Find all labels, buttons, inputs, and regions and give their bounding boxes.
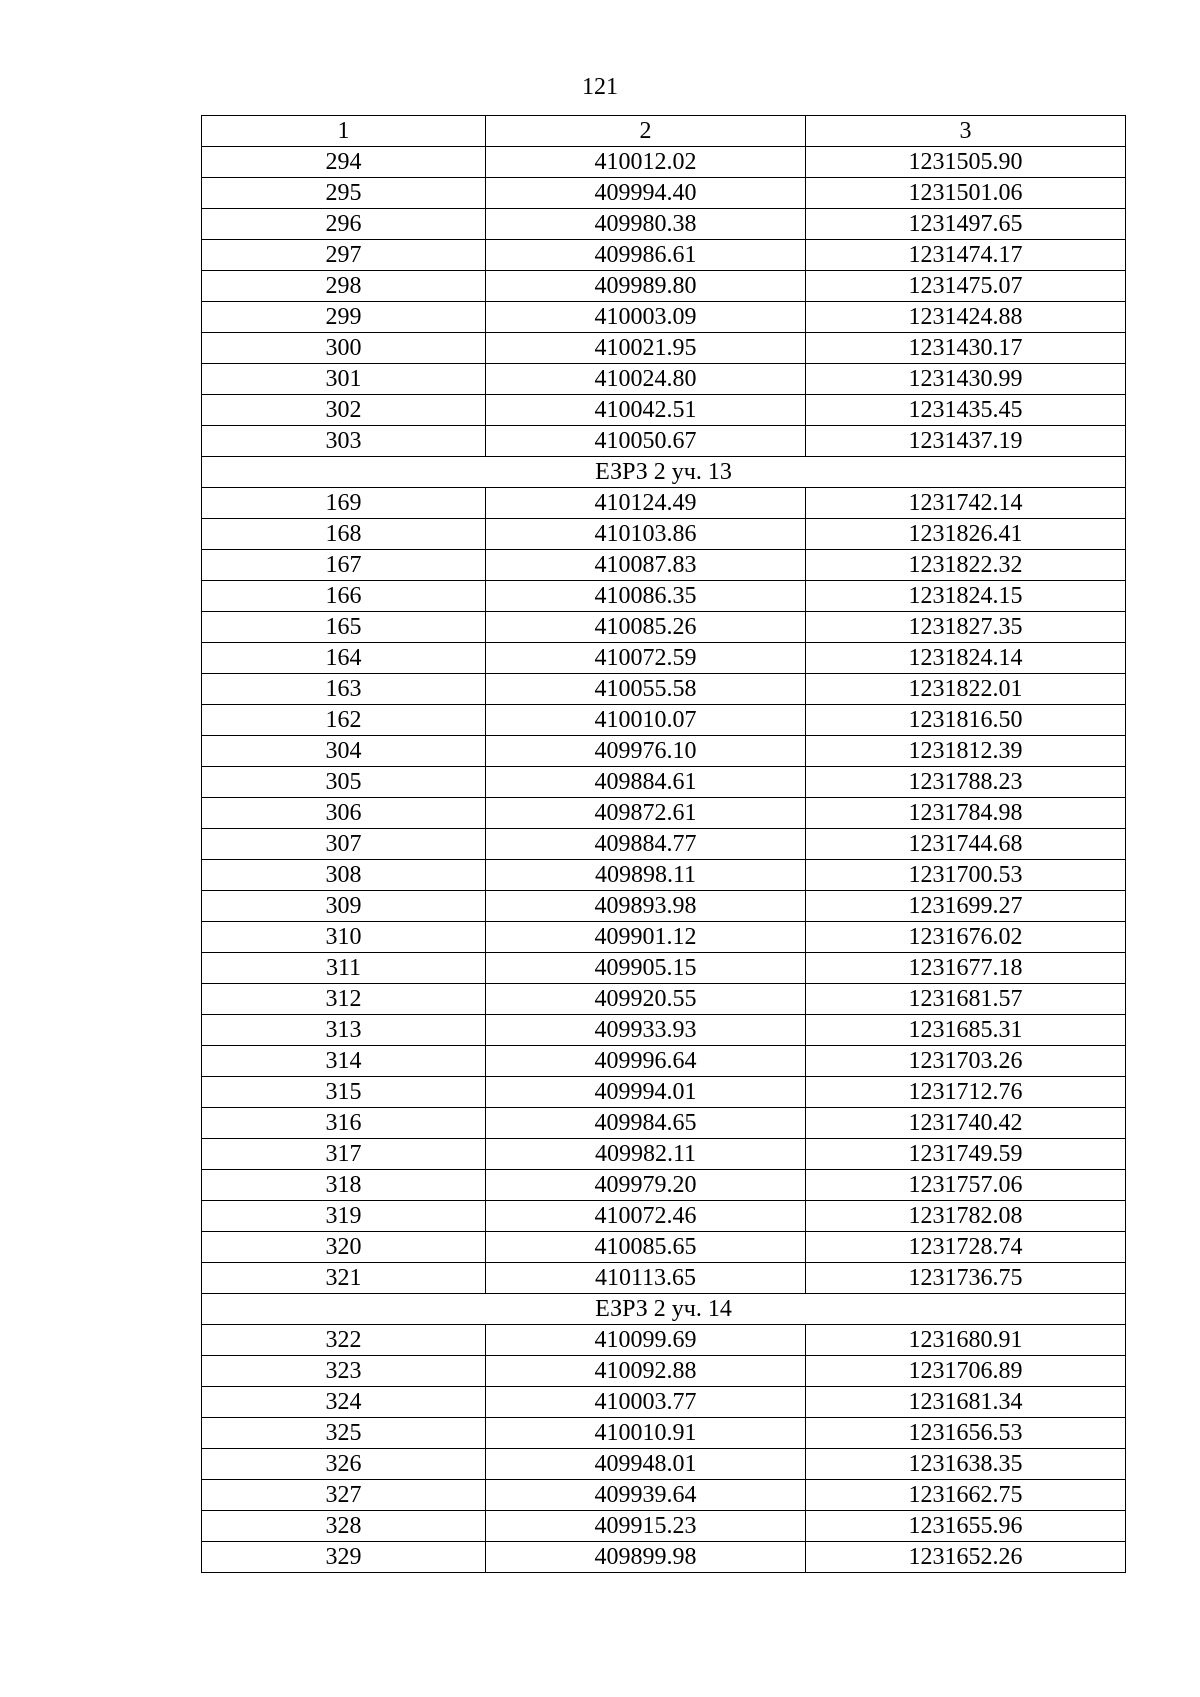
y-coordinate-cell: 1231505.90 <box>806 147 1126 178</box>
x-coordinate-cell: 409933.93 <box>486 1015 806 1046</box>
x-coordinate-cell: 409948.01 <box>486 1449 806 1480</box>
point-number-cell: 325 <box>202 1418 486 1449</box>
point-number-cell: 299 <box>202 302 486 333</box>
point-number-cell: 297 <box>202 240 486 271</box>
y-coordinate-cell: 1231812.39 <box>806 736 1126 767</box>
y-coordinate-cell: 1231824.15 <box>806 581 1126 612</box>
table-row <box>202 1418 1126 1449</box>
x-coordinate-cell: 410010.07 <box>486 705 806 736</box>
point-number-cell: 162 <box>202 705 486 736</box>
x-coordinate-cell: 410072.46 <box>486 1201 806 1232</box>
table-row <box>202 1046 1126 1077</box>
x-coordinate-cell: 410092.88 <box>486 1356 806 1387</box>
x-coordinate-cell: 410003.77 <box>486 1387 806 1418</box>
y-coordinate-cell: 1231827.35 <box>806 612 1126 643</box>
column-header: 3 <box>806 116 1126 147</box>
table-row <box>202 736 1126 767</box>
y-coordinate-cell: 1231437.19 <box>806 426 1126 457</box>
table-row <box>202 271 1126 302</box>
y-coordinate-cell: 1231435.45 <box>806 395 1126 426</box>
table-row <box>202 1325 1126 1356</box>
point-number-cell: 318 <box>202 1170 486 1201</box>
x-coordinate-cell: 410003.09 <box>486 302 806 333</box>
x-coordinate-cell: 409899.98 <box>486 1542 806 1573</box>
x-coordinate-cell: 409901.12 <box>486 922 806 953</box>
point-number-cell: 300 <box>202 333 486 364</box>
table-row <box>202 209 1126 240</box>
x-coordinate-cell: 410072.59 <box>486 643 806 674</box>
point-number-cell: 302 <box>202 395 486 426</box>
y-coordinate-cell: 1231703.26 <box>806 1046 1126 1077</box>
table-row <box>202 333 1126 364</box>
table-row <box>202 395 1126 426</box>
section-row <box>202 1294 1126 1325</box>
point-number-cell: 313 <box>202 1015 486 1046</box>
table-row <box>202 1232 1126 1263</box>
table-row <box>202 364 1126 395</box>
y-coordinate-cell: 1231676.02 <box>806 922 1126 953</box>
table-row <box>202 147 1126 178</box>
column-header: 1 <box>202 116 486 147</box>
table-row <box>202 519 1126 550</box>
table-row <box>202 1139 1126 1170</box>
x-coordinate-cell: 410103.86 <box>486 519 806 550</box>
y-coordinate-cell: 1231822.32 <box>806 550 1126 581</box>
point-number-cell: 294 <box>202 147 486 178</box>
point-number-cell: 167 <box>202 550 486 581</box>
point-number-cell: 310 <box>202 922 486 953</box>
point-number-cell: 308 <box>202 860 486 891</box>
x-coordinate-cell: 410085.26 <box>486 612 806 643</box>
point-number-cell: 169 <box>202 488 486 519</box>
y-coordinate-cell: 1231424.88 <box>806 302 1126 333</box>
x-coordinate-cell: 410050.67 <box>486 426 806 457</box>
point-number-cell: 166 <box>202 581 486 612</box>
column-header: 2 <box>486 116 806 147</box>
table-row <box>202 426 1126 457</box>
point-number-cell: 320 <box>202 1232 486 1263</box>
x-coordinate-cell: 409915.23 <box>486 1511 806 1542</box>
point-number-cell: 324 <box>202 1387 486 1418</box>
point-number-cell: 311 <box>202 953 486 984</box>
point-number-cell: 319 <box>202 1201 486 1232</box>
y-coordinate-cell: 1231706.89 <box>806 1356 1126 1387</box>
x-coordinate-cell: 409905.15 <box>486 953 806 984</box>
x-coordinate-cell: 409994.01 <box>486 1077 806 1108</box>
table-row <box>202 550 1126 581</box>
table-row <box>202 1511 1126 1542</box>
point-number-cell: 296 <box>202 209 486 240</box>
x-coordinate-cell: 410099.69 <box>486 1325 806 1356</box>
point-number-cell: 312 <box>202 984 486 1015</box>
x-coordinate-cell: 410055.58 <box>486 674 806 705</box>
table-row <box>202 1356 1126 1387</box>
x-coordinate-cell: 409994.40 <box>486 178 806 209</box>
x-coordinate-cell: 409982.11 <box>486 1139 806 1170</box>
y-coordinate-cell: 1231816.50 <box>806 705 1126 736</box>
point-number-cell: 301 <box>202 364 486 395</box>
point-number-cell: 163 <box>202 674 486 705</box>
table-body <box>202 147 1126 1573</box>
y-coordinate-cell: 1231728.74 <box>806 1232 1126 1263</box>
x-coordinate-cell: 410113.65 <box>486 1263 806 1294</box>
x-coordinate-cell: 409979.20 <box>486 1170 806 1201</box>
point-number-cell: 303 <box>202 426 486 457</box>
point-number-cell: 306 <box>202 798 486 829</box>
x-coordinate-cell: 410021.95 <box>486 333 806 364</box>
x-coordinate-cell: 409893.98 <box>486 891 806 922</box>
table-row <box>202 240 1126 271</box>
x-coordinate-cell: 409976.10 <box>486 736 806 767</box>
point-number-cell: 307 <box>202 829 486 860</box>
table-row <box>202 581 1126 612</box>
x-coordinate-cell: 410010.91 <box>486 1418 806 1449</box>
y-coordinate-cell: 1231677.18 <box>806 953 1126 984</box>
x-coordinate-cell: 410124.49 <box>486 488 806 519</box>
y-coordinate-cell: 1231501.06 <box>806 178 1126 209</box>
x-coordinate-cell: 410012.02 <box>486 147 806 178</box>
y-coordinate-cell: 1231685.31 <box>806 1015 1126 1046</box>
y-coordinate-cell: 1231656.53 <box>806 1418 1126 1449</box>
x-coordinate-cell: 409884.61 <box>486 767 806 798</box>
point-number-cell: 164 <box>202 643 486 674</box>
y-coordinate-cell: 1231788.23 <box>806 767 1126 798</box>
point-number-cell: 314 <box>202 1046 486 1077</box>
point-number-cell: 315 <box>202 1077 486 1108</box>
x-coordinate-cell: 409984.65 <box>486 1108 806 1139</box>
table-row <box>202 953 1126 984</box>
section-label: ЕЗРЗ 2 уч. 13 <box>202 457 1126 488</box>
table-row <box>202 488 1126 519</box>
point-number-cell: 321 <box>202 1263 486 1294</box>
point-number-cell: 326 <box>202 1449 486 1480</box>
x-coordinate-cell: 409939.64 <box>486 1480 806 1511</box>
section-row <box>202 457 1126 488</box>
x-coordinate-cell: 410024.80 <box>486 364 806 395</box>
table-row <box>202 705 1126 736</box>
point-number-cell: 316 <box>202 1108 486 1139</box>
y-coordinate-cell: 1231824.14 <box>806 643 1126 674</box>
x-coordinate-cell: 410086.35 <box>486 581 806 612</box>
table-row <box>202 767 1126 798</box>
table-row <box>202 1542 1126 1573</box>
point-number-cell: 328 <box>202 1511 486 1542</box>
table-row <box>202 1170 1126 1201</box>
y-coordinate-cell: 1231712.76 <box>806 1077 1126 1108</box>
table-row <box>202 984 1126 1015</box>
point-number-cell: 298 <box>202 271 486 302</box>
table-row <box>202 1015 1126 1046</box>
x-coordinate-cell: 410085.65 <box>486 1232 806 1263</box>
y-coordinate-cell: 1231681.34 <box>806 1387 1126 1418</box>
y-coordinate-cell: 1231474.17 <box>806 240 1126 271</box>
point-number-cell: 165 <box>202 612 486 643</box>
y-coordinate-cell: 1231782.08 <box>806 1201 1126 1232</box>
y-coordinate-cell: 1231742.14 <box>806 488 1126 519</box>
point-number-cell: 295 <box>202 178 486 209</box>
page-number: 121 <box>582 74 618 100</box>
y-coordinate-cell: 1231784.98 <box>806 798 1126 829</box>
x-coordinate-cell: 409980.38 <box>486 209 806 240</box>
y-coordinate-cell: 1231662.75 <box>806 1480 1126 1511</box>
y-coordinate-cell: 1231638.35 <box>806 1449 1126 1480</box>
y-coordinate-cell: 1231430.99 <box>806 364 1126 395</box>
y-coordinate-cell: 1231699.27 <box>806 891 1126 922</box>
table-row <box>202 643 1126 674</box>
y-coordinate-cell: 1231655.96 <box>806 1511 1126 1542</box>
table-row <box>202 178 1126 209</box>
table-row <box>202 922 1126 953</box>
table-row <box>202 829 1126 860</box>
table-row <box>202 1449 1126 1480</box>
point-number-cell: 304 <box>202 736 486 767</box>
table-row <box>202 1108 1126 1139</box>
y-coordinate-cell: 1231736.75 <box>806 1263 1126 1294</box>
point-number-cell: 317 <box>202 1139 486 1170</box>
table-row <box>202 612 1126 643</box>
x-coordinate-cell: 409884.77 <box>486 829 806 860</box>
x-coordinate-cell: 409898.11 <box>486 860 806 891</box>
y-coordinate-cell: 1231475.07 <box>806 271 1126 302</box>
y-coordinate-cell: 1231749.59 <box>806 1139 1126 1170</box>
x-coordinate-cell: 409986.61 <box>486 240 806 271</box>
table-header-row <box>202 116 1126 147</box>
x-coordinate-cell: 410042.51 <box>486 395 806 426</box>
y-coordinate-cell: 1231822.01 <box>806 674 1126 705</box>
x-coordinate-cell: 409989.80 <box>486 271 806 302</box>
point-number-cell: 168 <box>202 519 486 550</box>
point-number-cell: 323 <box>202 1356 486 1387</box>
table-row <box>202 1077 1126 1108</box>
table-row <box>202 674 1126 705</box>
y-coordinate-cell: 1231740.42 <box>806 1108 1126 1139</box>
coordinates-table <box>201 115 1126 1573</box>
x-coordinate-cell: 409920.55 <box>486 984 806 1015</box>
point-number-cell: 309 <box>202 891 486 922</box>
table-row <box>202 798 1126 829</box>
y-coordinate-cell: 1231826.41 <box>806 519 1126 550</box>
y-coordinate-cell: 1231652.26 <box>806 1542 1126 1573</box>
table-row <box>202 891 1126 922</box>
y-coordinate-cell: 1231497.65 <box>806 209 1126 240</box>
y-coordinate-cell: 1231744.68 <box>806 829 1126 860</box>
table-row <box>202 860 1126 891</box>
point-number-cell: 322 <box>202 1325 486 1356</box>
table-row <box>202 1480 1126 1511</box>
y-coordinate-cell: 1231680.91 <box>806 1325 1126 1356</box>
y-coordinate-cell: 1231681.57 <box>806 984 1126 1015</box>
point-number-cell: 305 <box>202 767 486 798</box>
point-number-cell: 327 <box>202 1480 486 1511</box>
y-coordinate-cell: 1231757.06 <box>806 1170 1126 1201</box>
x-coordinate-cell: 410087.83 <box>486 550 806 581</box>
table-row <box>202 1387 1126 1418</box>
table-row <box>202 1263 1126 1294</box>
y-coordinate-cell: 1231700.53 <box>806 860 1126 891</box>
section-label: ЕЗРЗ 2 уч. 14 <box>202 1294 1126 1325</box>
x-coordinate-cell: 409996.64 <box>486 1046 806 1077</box>
x-coordinate-cell: 409872.61 <box>486 798 806 829</box>
table-row <box>202 1201 1126 1232</box>
point-number-cell: 329 <box>202 1542 486 1573</box>
y-coordinate-cell: 1231430.17 <box>806 333 1126 364</box>
table-row <box>202 302 1126 333</box>
